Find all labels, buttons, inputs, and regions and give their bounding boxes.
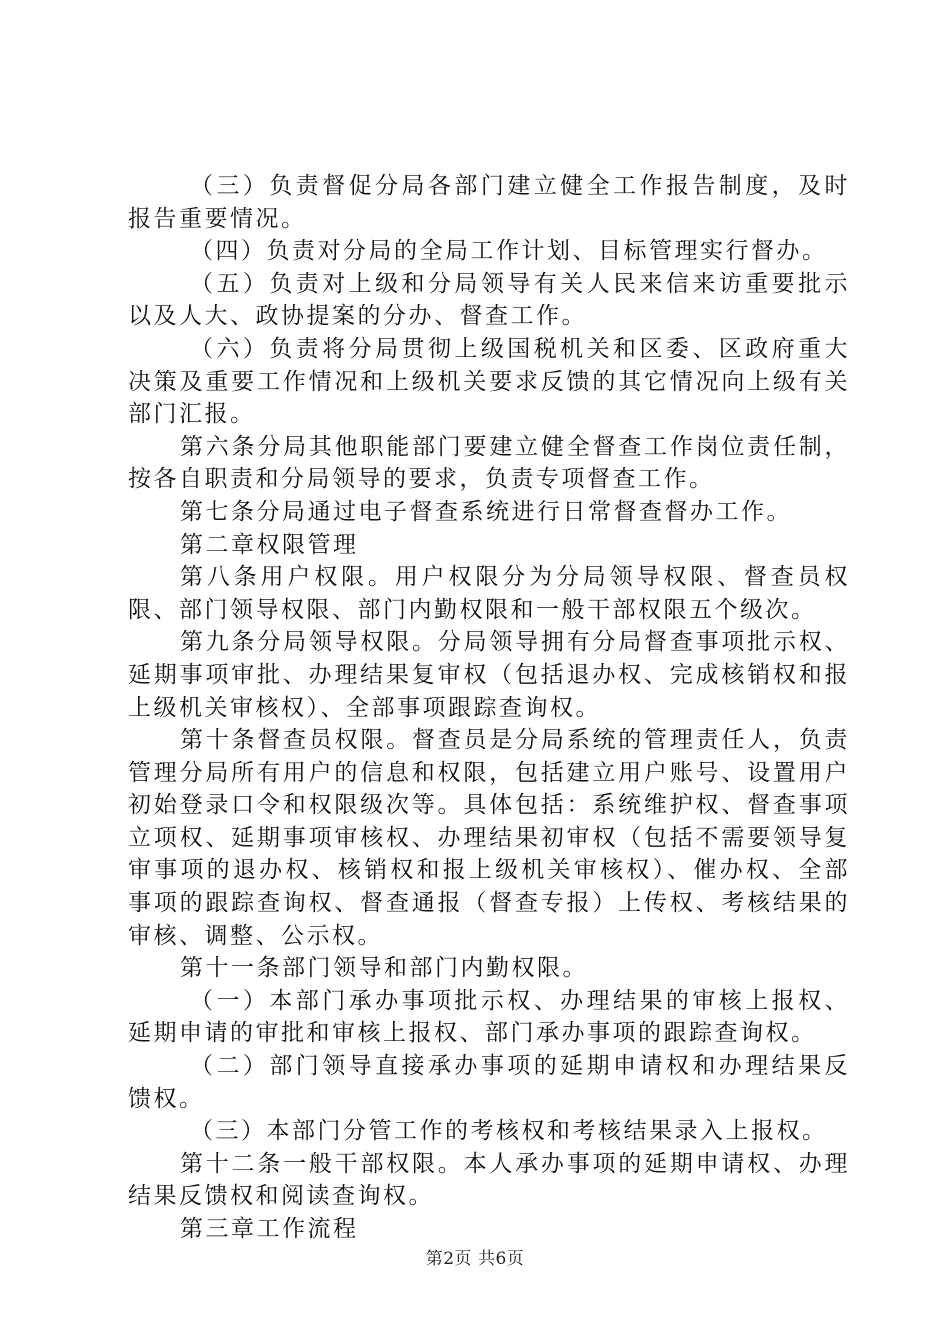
article-11-item-2: （二）部门领导直接承办事项的延期申请权和办理结果反馈权。 (128, 1053, 850, 1112)
article-7: 第七条分局通过电子督查系统进行日常督查督办工作。 (180, 498, 792, 525)
paragraph-item-6: （六）负责将分局贯彻上级国税机关和区委、区政府重大决策及重要工作情况和上级机关要求反馈的其它情况向上级有关部门汇报。 (128, 335, 850, 428)
article-6: 第六条分局其他职能部门要建立健全督查工作岗位责任制，按各自职责和分局领导的要求，负责专项督查工作。 (128, 433, 850, 493)
article-8: 第八条用户权限。用户权限分为分局领导权限、督查员权限、部门领导权限、部门内勤权限和一般干部权限五个级次。 (128, 564, 850, 623)
article-12: 第十二条一般干部权限。本人承办事项的延期申请权、办理结果反馈权和阅读查询权。 (128, 1150, 850, 1210)
page-number-footer: 第2页 共6页 (425, 1249, 525, 1269)
article-9: 第九条分局领导权限。分局领导拥有分局督查事项批示权、延期事项审批、办理结果复审权（包括退办权、完成核销权和报上级机关审核权）、全部事项跟踪查询权。 (128, 629, 850, 721)
paragraph-item-3: （三）负责督促分局各部门建立健全工作报告制度，及时报告重要情况。 (128, 173, 850, 232)
article-11-item-3: （三）本部门分管工作的考核权和考核结果录入上报权。 (190, 1118, 828, 1145)
article-11-item-1: （一）本部门承办事项批示权、办理结果的审核上报权、延期申请的审批和审核上报权、部门承办事项的跟踪查询权。 (128, 987, 850, 1047)
paragraph-item-5: （五）负责对上级和分局领导有关人民来信来访重要批示以及人大、政协提案的分办、督查工作。 (128, 270, 850, 330)
paragraph-item-4: （四）负责对分局的全局工作计划、目标管理实行督办。 (190, 238, 828, 265)
article-10: 第十条督查员权限。督查员是分局系统的管理责任人，负责管理分局所有用户的信息和权限，包括建立用户账号、设置用户初始登录口令和权限级次等。具体包括：系统维护权、督查事项立项权、延期事项审核权、办理结果初审权（包括不需要领导复审事项的退办权、核销权和报上级机关审核权）、催办权、全部事项的跟踪查询权、督查通报（督查专报）上传权、考核结果的审核、调整、公示权。 (128, 727, 850, 949)
chapter-heading-2: 第二章权限管理 (180, 531, 359, 558)
document-body (128, 170, 850, 1246)
chapter-heading-3: 第三章工作流程 (180, 1216, 359, 1242)
article-11: 第十一条部门领导和部门内勤权限。 (180, 955, 588, 982)
